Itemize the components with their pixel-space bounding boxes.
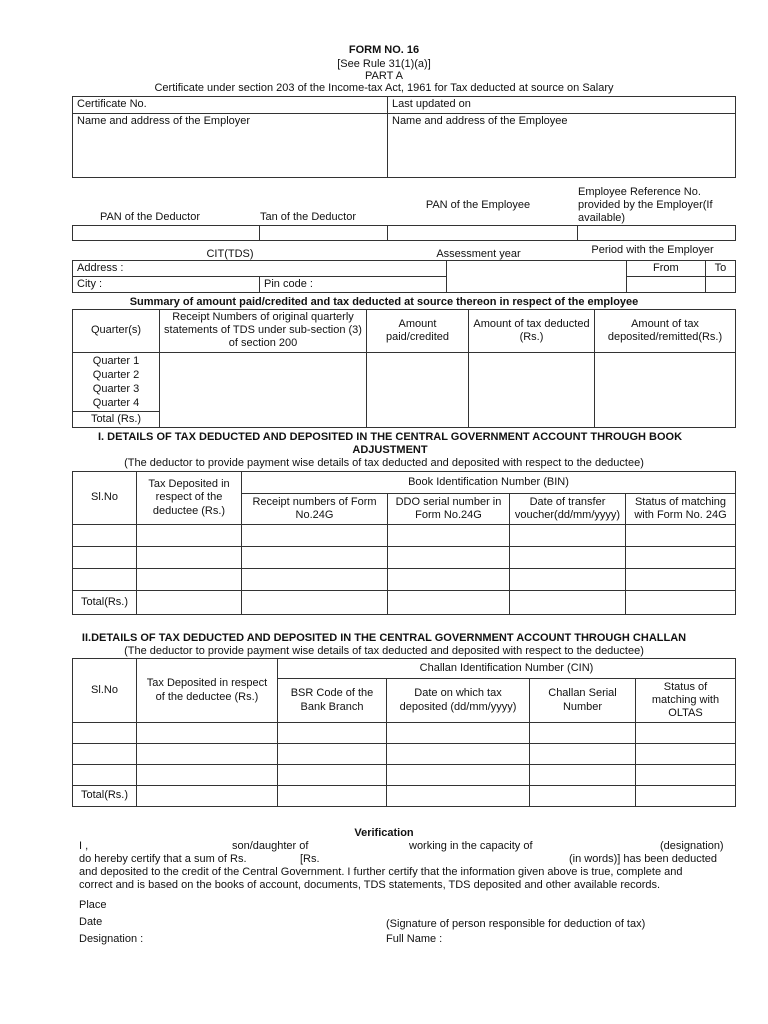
last-updated-label: Last updated on [388,97,736,114]
table-row [73,569,736,591]
deposited-cell[interactable] [595,352,736,427]
table-row [73,525,736,547]
signature-label: (Signature of person responsible for deduction of tax) [386,918,646,930]
employer-name-label: Name and address of the Employer [73,114,388,178]
city-label: City : [73,277,260,293]
assessment-year-label: Assessment year [436,248,521,260]
summary-title: Summary of amount paid/credited and tax deducted at source thereon in respect of the employee [129,296,639,308]
receipt-cell[interactable] [160,352,367,427]
s2-col-cin: Challan Identification Number (CIN) [278,659,736,679]
section1-note: (The deductor to provide payment wise details of tax deducted and deposited with respect to the deductee) [124,457,644,469]
employer-employee-table [72,96,736,178]
s1-col-date: Date of transfer voucher(dd/mm/yyyy) [510,494,626,525]
col-deposited: Amount of tax deposited/remitted(Rs.) [595,310,736,353]
cit-table [72,260,736,293]
s1-col-bin: Book Identification Number (BIN) [242,472,736,494]
to-cell[interactable] [705,277,735,293]
table-row [73,744,736,765]
employee-ref-cell[interactable] [578,226,736,241]
verification-line3: and deposited to the credit of the Central Government. I further certify that the information given above is true, complete and [79,866,683,878]
summary-total: Total (Rs.) [73,411,160,427]
from-label: From [626,261,705,277]
section2-title: II.DETAILS OF TAX DEDUCTED AND DEPOSITED IN THE CENTRAL GOVERNMENT ACCOUNT THROUGH CHALLAN [81,632,687,644]
summary-table [72,309,736,428]
table-row [73,723,736,744]
employee-ref-label: Employee Reference No. provided by the Employer(If available) [578,186,713,225]
place-label: Place [79,899,107,911]
s2-col-bsr: BSR Code of the Bank Branch [278,679,387,723]
address-label: Address : [73,261,447,277]
verification-line4: correct and is based on the books of account, documents, TDS statements, TDS deposited and other available records. [79,879,661,891]
s2-col-serial: Challan Serial Number [530,679,636,723]
certificate-no-label: Certificate No. [73,97,388,114]
s1-col-slno: Sl.No [73,472,137,525]
verification-line2a: do hereby certify that a sum of Rs. [79,853,247,865]
full-name-label: Full Name : [386,933,443,945]
section2-table [72,658,736,807]
pan-employee-label: PAN of the Employee [425,199,531,211]
pan-table [72,225,736,241]
designation-label: Designation : [79,933,144,945]
cit-label: CIT(TDS) [206,248,254,260]
verification-designation: (designation) [660,840,724,852]
verification-son: son/daughter of [232,840,309,852]
s1-col-tax: Tax Deposited in respect of the deductee (Rs.) [137,472,242,525]
form-part: PART A [365,70,403,82]
assessment-year-cell[interactable] [446,261,626,293]
date-label: Date [79,916,103,928]
amount-cell[interactable] [367,352,469,427]
tan-deductor-label: Tan of the Deductor [259,211,356,223]
quarter-2: Quarter 2 [92,368,140,381]
section1-table [72,471,736,615]
verification-i: I , [79,840,89,852]
s1-col-status: Status of matching with Form No. 24G [626,494,736,525]
form-subtitle: Certificate under section 203 of the Income-tax Act, 1961 for Tax deducted at source on Salary [154,82,614,94]
col-receipt: Receipt Numbers of original quarterly statements of TDS under sub-section (3) of section 200 [160,310,367,353]
pin-label: Pin code : [260,277,447,293]
section1-title: I. DETAILS OF TAX DEDUCTED AND DEPOSITED IN THE CENTRAL GOVERNMENT ACCOUNT THROUGH BOOK ADJUSTMENT [97,431,683,457]
section2-note: (The deductor to provide payment wise details of tax deducted and deposited with respect to the deductee) [124,645,644,657]
verification-line2b: [Rs. [300,853,320,865]
to-label: To [705,261,735,277]
tan-deductor-cell[interactable] [260,226,388,241]
s2-col-status: Status of matching with OLTAS [636,679,736,723]
s2-col-date: Date on which tax deposited (dd/mm/yyyy) [387,679,530,723]
quarter-4: Quarter 4 [92,396,140,409]
form-rule: [See Rule 31(1)(a)] [337,58,431,70]
verification-capacity: working in the capacity of [409,840,533,852]
employee-name-label: Name and address of the Employee [388,114,736,178]
s1-col-receipt: Receipt numbers of Form No.24G [242,494,388,525]
from-cell[interactable] [626,277,705,293]
s2-col-tax: Tax Deposited in respect of the deductee (Rs.) [137,659,278,723]
col-amount: Amount paid/credited [367,310,469,353]
form-title: FORM NO. 16 [348,44,420,56]
table-row [73,547,736,569]
quarter-1: Quarter 1 [92,354,140,367]
verification-title: Verification [354,827,414,839]
col-tax: Amount of tax deducted (Rs.) [469,310,595,353]
tax-cell[interactable] [469,352,595,427]
s2-col-slno: Sl.No [73,659,137,723]
pan-employee-cell[interactable] [388,226,578,241]
pan-deductor-label: PAN of the Deductor [99,211,201,223]
pan-deductor-cell[interactable] [73,226,260,241]
s1-col-ddo: DDO serial number in Form No.24G [388,494,510,525]
verification-line2c: (in words)] has been deducted [569,853,717,865]
s2-total: Total(Rs.) [73,786,137,807]
table-row [73,765,736,786]
quarter-3: Quarter 3 [92,382,140,395]
s1-total: Total(Rs.) [73,591,137,615]
period-label: Period with the Employer [591,244,714,256]
col-quarter: Quarter(s) [73,310,160,353]
